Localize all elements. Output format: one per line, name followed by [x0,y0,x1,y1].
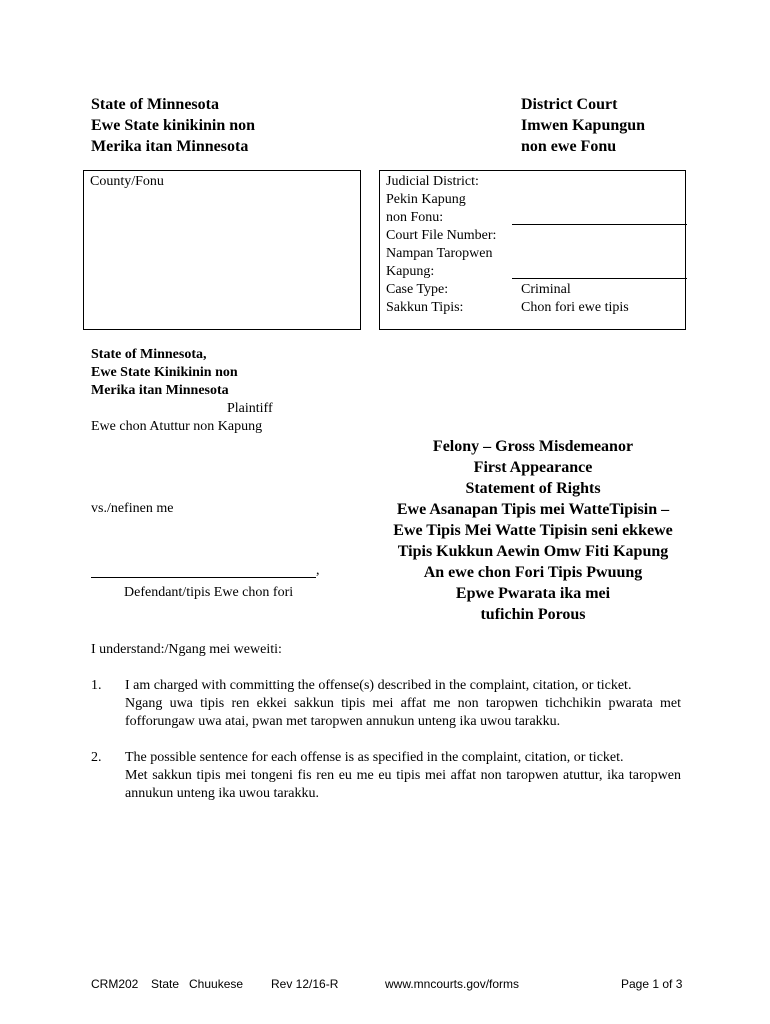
item-text-en: The possible sentence for each offense is as specified in the complaint, citation, or ticket. [125,750,624,765]
title-line: Felony – Gross Misdemeanor [432,438,634,455]
judicial-district-label: Judicial District: [386,174,479,189]
item-number: 1. [91,678,102,693]
case-type-value [521,281,629,317]
county-field-box[interactable] [83,170,361,330]
plaintiff-role: Plaintiff [227,401,273,416]
judicial-district-field[interactable] [512,224,687,225]
item-text [125,749,681,803]
title-line: Ewe Tipis Mei Watte Tipisin seni ekkewe [393,522,673,539]
case-info-labels [386,173,496,317]
heading-line: Ewe State kinikinin non [91,117,256,134]
heading-line: Imwen Kapungun [521,117,646,134]
item-text-en: I am charged with committing the offense(s) described in the complaint, citation, or ticket. [125,678,632,693]
title-line: An ewe chon Fori Tipis Pwuung [423,564,643,581]
plaintiff-name-line: Ewe State Kinikinin non [91,365,238,380]
heading-line: Merika itan Minnesota [91,138,249,155]
title-line: Tipis Kukkun Aewin Omw Fiti Kapung [397,543,669,560]
item-number: 2. [91,750,102,765]
title-line: First Appearance [473,459,593,476]
court-file-number-label: Court File Number: [386,228,497,243]
plaintiff-name-line: State of Minnesota, [91,347,207,362]
form-title [360,436,706,625]
title-line: tufichin Porous [480,606,586,623]
heading-line: non ewe Fonu [521,138,617,155]
court-file-number-label-local: Nampan Taropwen [386,246,493,261]
title-line: Ewe Asanapan Tipis mei WatteTipisin – [396,501,670,518]
case-type-value-en: Criminal [521,282,571,297]
heading-line: District Court [521,96,618,113]
court-file-number-field[interactable] [512,278,687,279]
defendant-comma: , [316,563,320,578]
judicial-district-label-local: non Fonu: [386,210,444,225]
plaintiff-block [91,346,273,436]
court-state-heading [91,94,255,157]
footer-revision: Rev 12/16-R [271,977,339,991]
judicial-district-label-local: Pekin Kapung [386,192,466,207]
county-label: County/Fonu [90,174,164,189]
case-info-box [379,170,686,330]
plaintiff-name-line: Merika itan Minnesota [91,383,229,398]
defendant-label: Defendant/tipis Ewe chon fori [124,585,294,600]
item-text-local: Met sakkun tipis mei tongeni fis ren eu me eu tipis mei affat non taropwen atuttur, ika taropwen annukun unteng ika uwou tarakku. [125,768,681,801]
versus-label: vs./nefinen me [91,501,174,516]
title-line: Statement of Rights [465,480,601,497]
item-text-local: Ngang uwa tipis ren ekkei sakkun tipis mei affat me non taropwen tichchikin pwarata met fofforungaw uwa atai, pwan met taropwen annukun unteng ika uwou tarakku. [125,696,681,729]
court-file-number-label-local: Kapung: [386,264,435,279]
defendant-name-field[interactable] [91,577,316,578]
understand-statement: I understand:/Ngang mei weweiti: [91,642,282,657]
case-type-label: Case Type: [386,282,449,297]
item-text [125,677,681,731]
district-court-heading [521,94,645,157]
title-line: Epwe Pwarata ika mei [455,585,611,602]
heading-line: State of Minnesota [91,96,219,113]
footer-form-number: CRM202 [91,977,139,991]
plaintiff-role-local: Ewe chon Atuttur non Kapung [91,419,263,434]
case-type-label-local: Sakkun Tipis: [386,300,464,315]
footer-url[interactable]: www.mncourts.gov/forms [385,977,520,991]
footer-page-number: Page 1 of 3 [621,977,683,991]
case-type-value-local: Chon fori ewe tipis [521,300,629,315]
footer-language: Chuukese [189,977,244,991]
footer-state: State [151,977,180,991]
